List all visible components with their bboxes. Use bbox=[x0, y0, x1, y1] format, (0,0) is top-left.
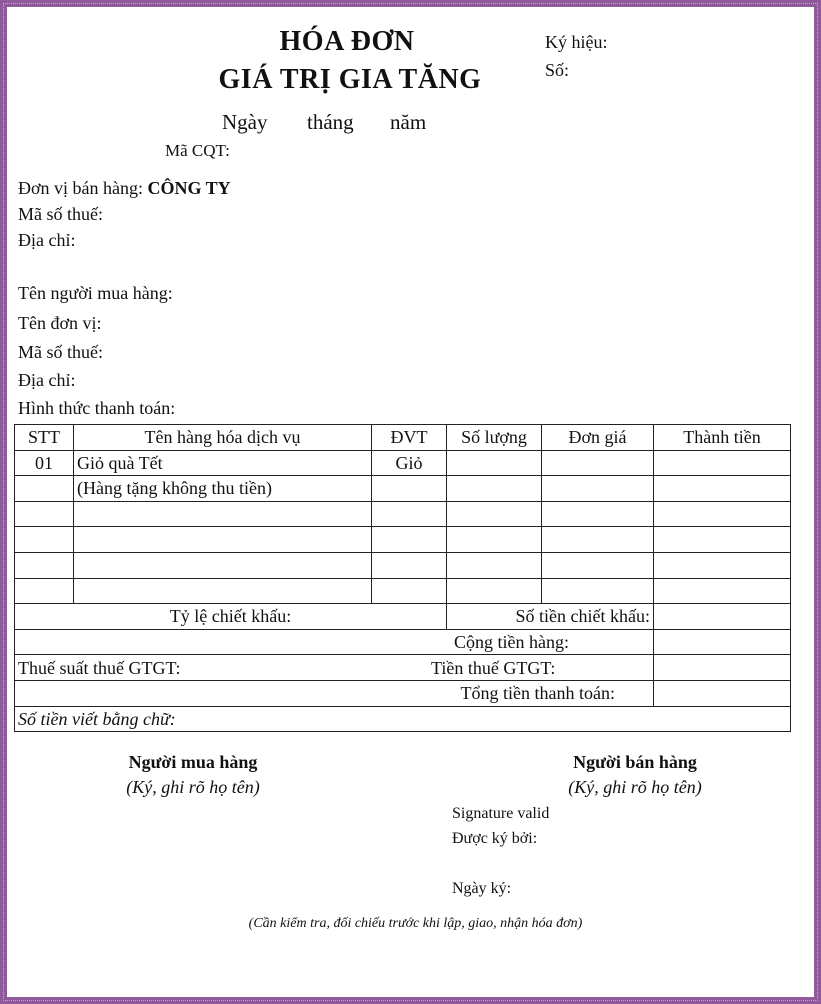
col-header-unit-price: Đơn giá bbox=[542, 425, 654, 451]
cell-stt bbox=[15, 501, 74, 527]
buyer-unit-label: Tên đơn vị: bbox=[18, 313, 102, 333]
cell-unit-price bbox=[542, 450, 654, 476]
date-month-label: tháng bbox=[307, 110, 354, 134]
cell-unit-price bbox=[542, 527, 654, 553]
grand-total-label: Tổng tiền thanh toán: bbox=[15, 680, 654, 706]
cell-quantity bbox=[447, 450, 542, 476]
invoice-items-table bbox=[14, 424, 791, 732]
cell-unit: Giỏ bbox=[372, 450, 447, 476]
vat-row-labels bbox=[15, 655, 654, 681]
amount-in-words-label: Số tiền viết bằng chữ: bbox=[15, 706, 791, 732]
cell-unit bbox=[372, 501, 447, 527]
cell-name bbox=[74, 527, 372, 553]
table-header-row bbox=[15, 425, 791, 451]
col-header-stt: STT bbox=[15, 425, 74, 451]
col-header-unit: ĐVT bbox=[372, 425, 447, 451]
number-label: Số: bbox=[545, 60, 570, 80]
cell-stt bbox=[15, 552, 74, 578]
grand-total-row bbox=[15, 680, 791, 706]
grand-total-value bbox=[654, 680, 791, 706]
cell-quantity bbox=[447, 578, 542, 604]
discount-amount-value bbox=[654, 604, 791, 630]
discount-row bbox=[15, 604, 791, 630]
buyer-address-label: Địa chỉ: bbox=[18, 370, 76, 390]
cell-stt bbox=[15, 476, 74, 502]
cell-unit-price bbox=[542, 476, 654, 502]
buyer-name-label: Tên người mua hàng: bbox=[18, 283, 173, 303]
cell-quantity bbox=[447, 476, 542, 502]
cell-stt bbox=[15, 527, 74, 553]
goods-total-label: Cộng tiền hàng: bbox=[15, 629, 654, 655]
cell-amount bbox=[654, 501, 791, 527]
goods-total-row bbox=[15, 629, 791, 655]
discount-amount-label: Số tiền chiết khấu: bbox=[447, 604, 654, 630]
table-row bbox=[15, 552, 791, 578]
table-row bbox=[15, 527, 791, 553]
footer-note: (Cần kiểm tra, đối chiếu trước khi lập, giao, nhận hóa đơn) bbox=[248, 916, 583, 931]
cell-unit-price bbox=[542, 501, 654, 527]
table-row bbox=[15, 450, 791, 476]
cell-unit bbox=[372, 527, 447, 553]
cell-name bbox=[74, 552, 372, 578]
cell-unit bbox=[372, 578, 447, 604]
cell-amount bbox=[654, 578, 791, 604]
cell-unit bbox=[372, 552, 447, 578]
date-day-label: Ngày bbox=[222, 110, 268, 134]
seller-address-label: Địa chỉ: bbox=[18, 230, 76, 250]
goods-total-value bbox=[654, 629, 791, 655]
signed-date-label: Ngày ký: bbox=[452, 880, 512, 897]
seller-signature-title: Người bán hàng bbox=[573, 752, 697, 772]
cell-unit-price bbox=[542, 578, 654, 604]
cell-name: (Hàng tặng không thu tiền) bbox=[74, 476, 372, 502]
seller-signature-hint: (Ký, ghi rõ họ tên) bbox=[568, 777, 702, 797]
date-year-label: năm bbox=[390, 110, 427, 134]
vat-amount-value bbox=[654, 655, 791, 681]
cell-name bbox=[74, 578, 372, 604]
symbol-label: Ký hiệu: bbox=[545, 32, 608, 52]
cell-name bbox=[74, 501, 372, 527]
buyer-signature-title: Người mua hàng bbox=[128, 752, 258, 772]
cell-amount bbox=[654, 476, 791, 502]
table-row bbox=[15, 501, 791, 527]
discount-rate-label: Tỷ lệ chiết khấu: bbox=[15, 604, 447, 630]
cell-stt: 01 bbox=[15, 450, 74, 476]
vat-row bbox=[15, 655, 791, 681]
cell-amount bbox=[654, 527, 791, 553]
seller-unit bbox=[18, 178, 231, 199]
table-row bbox=[15, 578, 791, 604]
signed-by-label: Được ký bởi: bbox=[452, 830, 538, 847]
col-header-name: Tên hàng hóa dịch vụ bbox=[74, 425, 372, 451]
cell-unit-price bbox=[542, 552, 654, 578]
col-header-quantity: Số lượng bbox=[447, 425, 542, 451]
signature-valid-text: Signature valid bbox=[452, 805, 550, 822]
vat-rate-label: Thuế suất thuế GTGT: bbox=[18, 657, 181, 678]
cell-amount bbox=[654, 450, 791, 476]
seller-unit-label: Đơn vị bán hàng: bbox=[18, 178, 143, 198]
cell-quantity bbox=[447, 552, 542, 578]
amount-in-words-row bbox=[15, 706, 791, 732]
invoice-title: HÓA ĐƠN bbox=[279, 26, 415, 57]
invoice-subtitle: GIÁ TRỊ GIA TĂNG bbox=[218, 64, 482, 95]
buyer-tax-code-label: Mã số thuế: bbox=[18, 342, 103, 362]
vat-amount-label: Tiền thuế GTGT: bbox=[431, 657, 556, 678]
tax-authority-code-label: Mã CQT: bbox=[165, 141, 230, 160]
payment-method-label: Hình thức thanh toán: bbox=[18, 398, 176, 418]
col-header-amount: Thành tiền bbox=[654, 425, 791, 451]
cell-amount bbox=[654, 552, 791, 578]
cell-unit bbox=[372, 476, 447, 502]
seller-tax-code-label: Mã số thuế: bbox=[18, 204, 103, 224]
cell-name: Giỏ quà Tết bbox=[74, 450, 372, 476]
cell-quantity bbox=[447, 527, 542, 553]
cell-stt bbox=[15, 578, 74, 604]
table-row bbox=[15, 476, 791, 502]
buyer-signature-hint: (Ký, ghi rõ họ tên) bbox=[126, 777, 260, 797]
cell-quantity bbox=[447, 501, 542, 527]
seller-unit-value: CÔNG TY bbox=[147, 178, 231, 198]
